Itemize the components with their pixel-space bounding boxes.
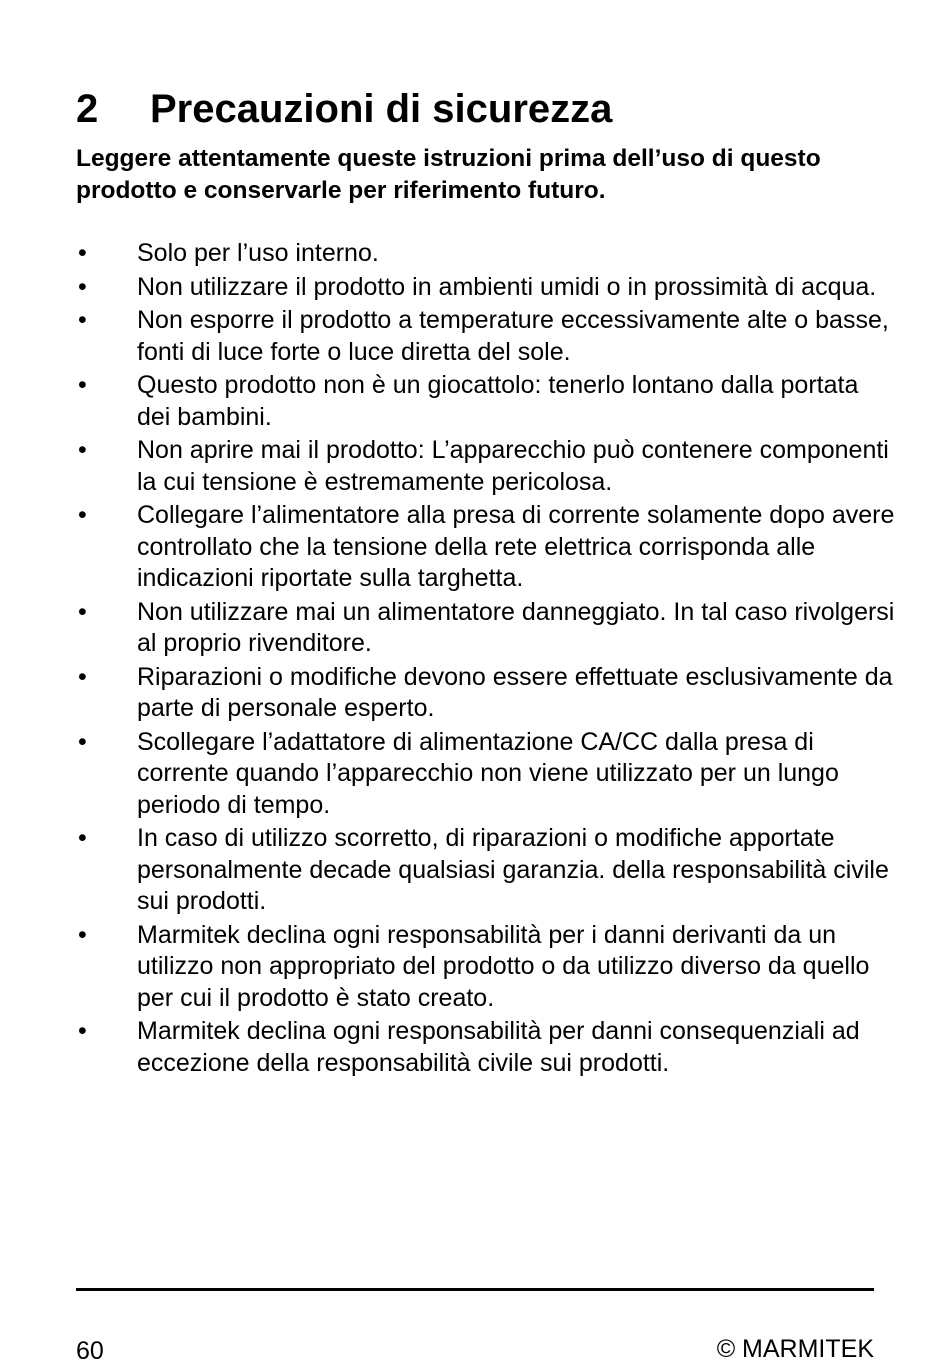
list-item [76,920,896,1015]
list-item-text: Scollegare l’adattatore di alimentazione CA/CC dalla presa di corrente quando l’apparecchio non viene utilizzato per un lungo periodo di tempo. [137,727,839,819]
list-item [76,823,896,918]
intro-paragraph: Leggere attentamente queste istruzioni prima dell’uso di questo prodotto e conservarle per riferimento futuro. [76,145,821,204]
bullet-icon: • [78,436,87,464]
list-item [76,1016,896,1079]
bullet-icon: • [78,727,87,756]
page-number: 60 [76,1337,104,1365]
list-item-text: Marmitek declina ogni responsabilità per danni consequenziali ad eccezione della responsabilità civile sui prodotti. [137,1017,860,1077]
bullet-icon: • [78,272,87,301]
list-item [76,370,896,433]
list-item-text: Questo prodotto non è un giocattolo: tenerlo lontano dalla portata dei bambini. [137,371,859,431]
list-item-text: Collegare l’alimentatore alla presa di corrente solamente dopo avere controllato che la tensione della rete elettrica corrisponda alle indicazioni riportate sulla targhetta. [137,501,895,592]
bullet-icon: • [78,371,87,399]
bullet-icon: • [78,501,87,529]
list-item [76,238,896,270]
list-item-text: Marmitek declina ogni responsabilità per i danni derivanti da un utilizzo non appropriato del prodotto o da utilizzo diverso da quello per cui il prodotto è stato creato. [137,920,870,1012]
list-item-text: Non esporre il prodotto a temperature eccessivamente alte o basse, fonti di luce forte o luce diretta del sole. [137,306,889,366]
list-item-text: Solo per l’uso interno. [137,239,379,267]
list-item-text: Riparazioni o modifiche devono essere effettuate esclusivamente da parte di personale esperto. [137,662,893,722]
list-item [76,305,896,368]
section-number: 2 [76,87,99,131]
list-item [76,435,896,498]
list-item [76,662,896,725]
bullet-icon: • [78,824,87,852]
bullet-icon: • [78,1017,87,1045]
list-item-text: In caso di utilizzo scorretto, di riparazioni o modifiche apportate personalmente decade qualsiasi garanzia. della responsabilità civile sui prodotti. [137,824,889,915]
safety-list [76,238,896,1081]
brand-copyright: © MARMITEK [716,1335,874,1363]
list-item-text: Non aprire mai il prodotto: L’apparecchio può contenere componenti la cui tensione è estremamente pericolosa. [137,436,889,496]
list-item [76,727,896,822]
section-title: Precauzioni di sicurezza [150,87,613,131]
bullet-icon: • [78,662,87,691]
bullet-icon: • [78,306,87,334]
bullet-icon: • [78,597,87,626]
bullet-icon: • [78,920,87,949]
list-item [76,500,896,595]
list-item-text: Non utilizzare il prodotto in ambienti umidi o in prossimità di acqua. [137,272,877,301]
footer-divider [76,1288,874,1291]
list-item [76,597,896,660]
section-heading [76,86,612,132]
bullet-icon: • [78,239,87,267]
list-item [76,272,896,304]
list-item-text: Non utilizzare mai un alimentatore danneggiato. In tal caso rivolgersi al proprio rivenditore. [137,597,895,657]
